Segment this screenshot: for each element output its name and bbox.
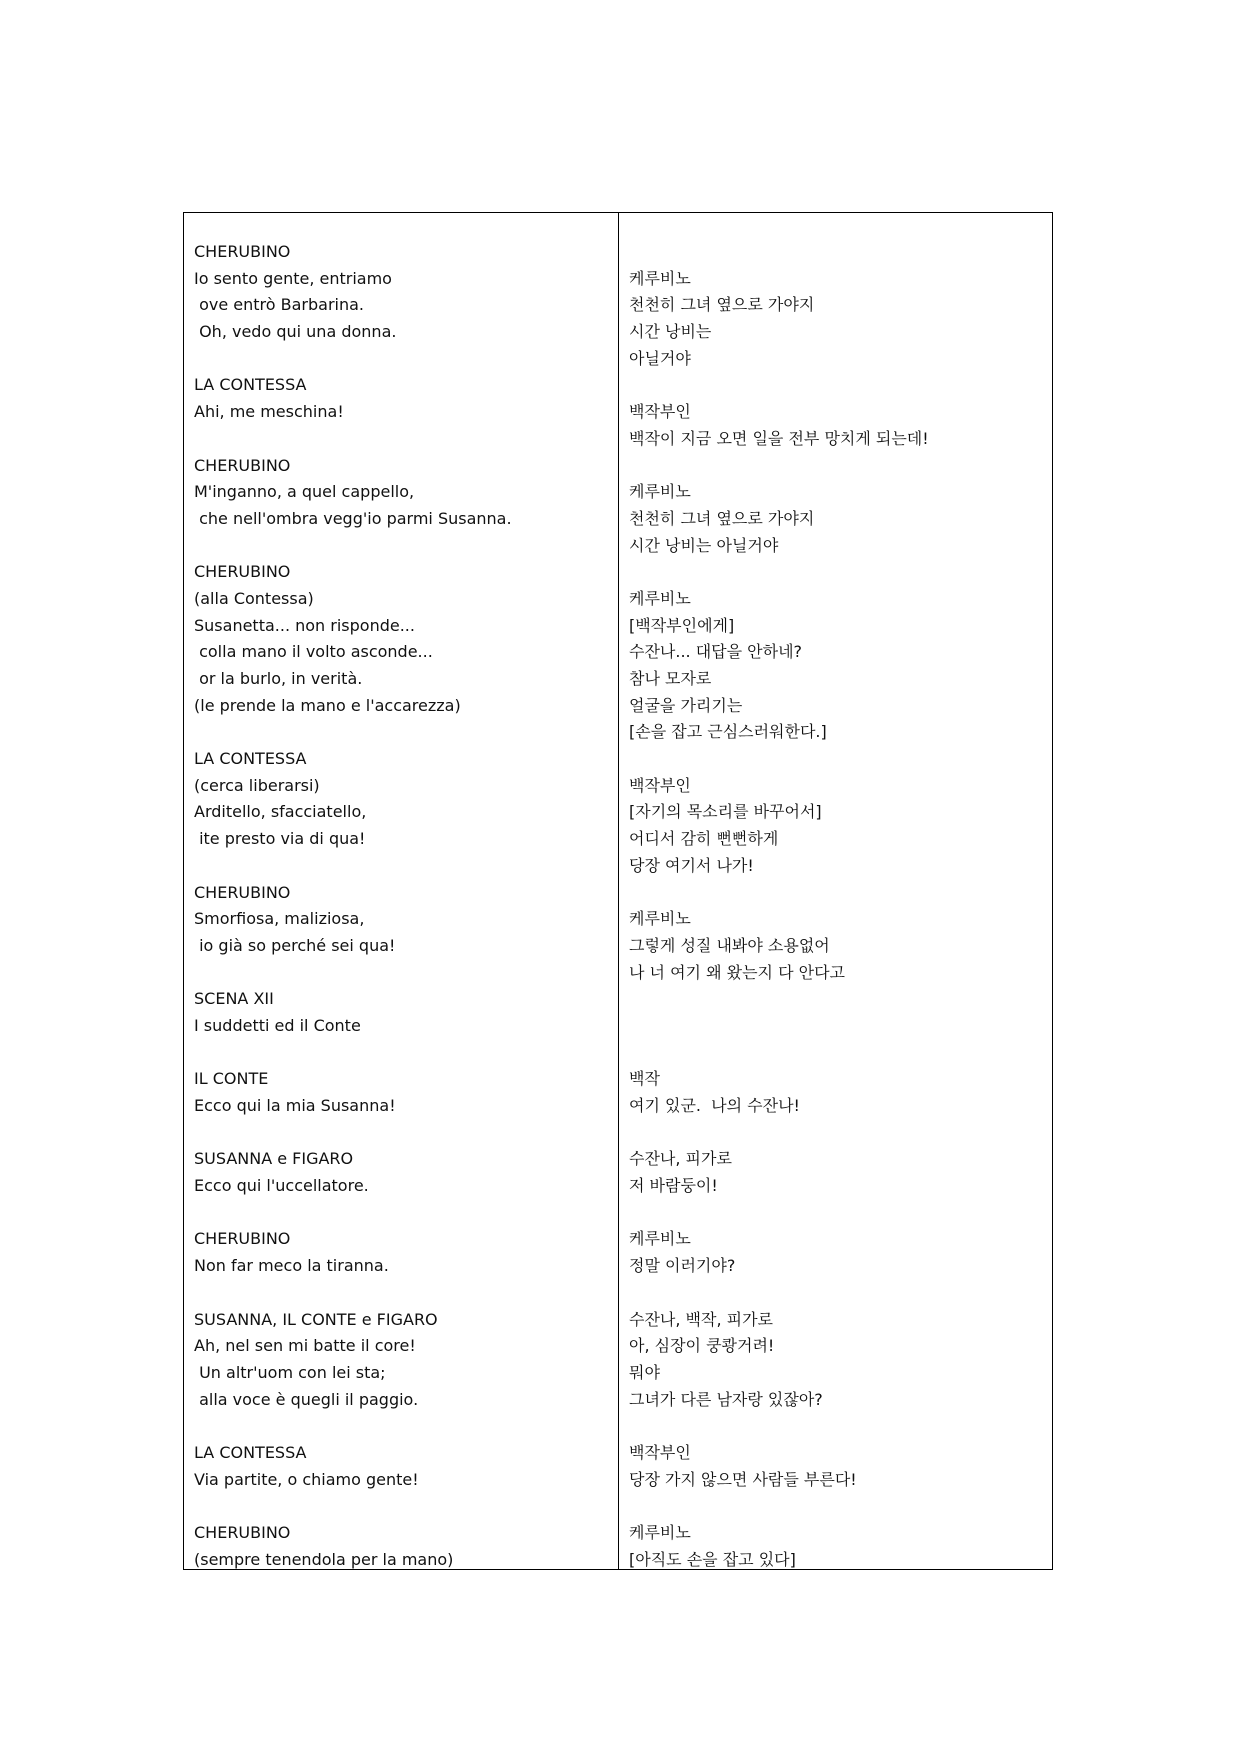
korean-role-name: 백작부인 xyxy=(629,775,691,795)
korean-text-line: [자기의 목소리를 바꾸어서] xyxy=(629,802,822,822)
italian-text-line: (cerca liberarsi) xyxy=(194,775,320,795)
italian-text-line: (sempre tenendola per la mano) xyxy=(194,1549,454,1569)
italian-text-column xyxy=(194,239,612,1573)
korean-text-line: [손을 잡고 근심스러워한다.] xyxy=(629,722,827,742)
korean-translation-column xyxy=(629,239,1047,1573)
italian-role-name: CHERUBINO xyxy=(194,882,291,902)
italian-text-line: ite presto via di qua! xyxy=(194,829,366,849)
korean-text-line: 수잔나... 대답을 안하네? xyxy=(629,642,803,662)
korean-text-line: 얼굴을 가리기는 xyxy=(629,695,743,715)
korean-text-line: 천천히 그녀 옆으로 가야지 xyxy=(629,508,815,528)
korean-text-line: 뭐야 xyxy=(629,1362,660,1382)
korean-blank-line xyxy=(629,1200,1047,1227)
italian-blank-line xyxy=(194,960,612,987)
korean-text-line: 그렇게 성질 내봐야 소용없어 xyxy=(629,935,830,955)
italian-role-name: CHERUBINO xyxy=(194,562,291,582)
italian-blank-line xyxy=(194,346,612,373)
italian-text-line: Susanetta... non risponde... xyxy=(194,615,415,635)
korean-text-line: 시간 낭비는 아닐거야 xyxy=(629,535,779,555)
italian-text-line: Ah, nel sen mi batte il core! xyxy=(194,1336,416,1356)
korean-role-name: 수잔나, 피가로 xyxy=(629,1149,732,1169)
italian-role-name: LA CONTESSA xyxy=(194,375,307,395)
korean-role-name: 케루비노 xyxy=(629,268,691,288)
korean-text-line: 아, 심장이 쿵쾅거려! xyxy=(629,1336,775,1356)
italian-blank-line xyxy=(194,1040,612,1067)
italian-text-line: (le prende la mano e l'accarezza) xyxy=(194,695,461,715)
korean-role-name: 백작부인 xyxy=(629,1442,691,1462)
korean-blank-line xyxy=(629,880,1047,907)
korean-role-name: 백작 xyxy=(629,1069,660,1089)
korean-role-name: 케루비노 xyxy=(629,1229,691,1249)
italian-text-line: Arditello, sfacciatello, xyxy=(194,802,367,822)
italian-role-name: CHERUBINO xyxy=(194,1229,291,1249)
korean-role-name: 케루비노 xyxy=(629,909,691,929)
korean-text-line: 여기 있군. 나의 수잔나! xyxy=(629,1096,800,1115)
korean-blank-line xyxy=(629,1493,1047,1520)
italian-blank-line xyxy=(194,1120,612,1147)
italian-blank-line xyxy=(194,426,612,453)
korean-blank-line xyxy=(629,239,1047,266)
italian-blank-line xyxy=(194,533,612,560)
korean-text-line: [아직도 손을 잡고 있다] xyxy=(629,1549,796,1569)
italian-role-name: SUSANNA e FIGARO xyxy=(194,1149,354,1169)
korean-text-line: 저 바람둥이! xyxy=(629,1176,718,1196)
italian-text-line: Ecco qui l'uccellatore. xyxy=(194,1176,369,1196)
italian-text-line: colla mano il volto asconde... xyxy=(194,642,433,662)
italian-text-line: M'inganno, a quel cappello, xyxy=(194,482,415,502)
italian-role-name: CHERUBINO xyxy=(194,242,291,261)
korean-text-line: 천천히 그녀 옆으로 가야지 xyxy=(629,295,815,315)
korean-text-line: 당장 가지 않으면 사람들 부른다! xyxy=(629,1469,857,1489)
korean-text-line: 아닐거야 xyxy=(629,348,691,368)
italian-blank-line xyxy=(194,1493,612,1520)
korean-role-name: 케루비노 xyxy=(629,588,691,608)
italian-role-name: CHERUBINO xyxy=(194,455,291,475)
korean-blank-line xyxy=(629,1280,1047,1307)
korean-blank-line xyxy=(629,1120,1047,1147)
column-divider xyxy=(618,213,619,1569)
italian-text-line: Smorfiosa, maliziosa, xyxy=(194,909,365,929)
italian-role-name: SUSANNA, IL CONTE e FIGARO xyxy=(194,1309,438,1329)
italian-blank-line xyxy=(194,1200,612,1227)
italian-text-line: I suddetti ed il Conte xyxy=(194,1015,361,1035)
korean-text-line: 당장 여기서 나가! xyxy=(629,855,754,875)
italian-blank-line xyxy=(194,853,612,880)
italian-text-line: alla voce è quegli il paggio. xyxy=(194,1389,419,1409)
italian-text-line: Ahi, me meschina! xyxy=(194,402,344,422)
korean-blank-line xyxy=(629,559,1047,586)
italian-text-line: ove entrò Barbarina. xyxy=(194,295,365,315)
korean-text-line: 정말 이러기야? xyxy=(629,1256,736,1276)
korean-blank-line xyxy=(629,1013,1047,1040)
korean-text-line: 백작이 지금 오면 일을 전부 망치게 되는데! xyxy=(629,428,929,448)
korean-text-line: 그녀가 다른 남자랑 있잖아? xyxy=(629,1389,823,1409)
italian-role-name: IL CONTE xyxy=(194,1069,269,1089)
italian-text-line: Io sento gente, entriamo xyxy=(194,268,392,288)
italian-role-name: LA CONTESSA xyxy=(194,1442,307,1462)
korean-role-name: 케루비노 xyxy=(629,482,691,502)
korean-text-line: 참나 모자로 xyxy=(629,669,712,688)
italian-blank-line xyxy=(194,719,612,746)
italian-text-line: Non far meco la tiranna. xyxy=(194,1256,389,1276)
korean-blank-line xyxy=(629,1413,1047,1440)
korean-blank-line xyxy=(629,746,1047,773)
korean-blank-line xyxy=(629,1040,1047,1067)
italian-text-line: Oh, vedo qui una donna. xyxy=(194,322,397,342)
korean-text-line: 시간 낭비는 xyxy=(629,322,712,342)
korean-blank-line xyxy=(629,986,1047,1013)
italian-blank-line xyxy=(194,1280,612,1307)
italian-text-line: (alla Contessa) xyxy=(194,588,314,608)
italian-text-line: io già so perché sei qua! xyxy=(194,935,396,955)
korean-blank-line xyxy=(629,453,1047,480)
korean-role-name: 케루비노 xyxy=(629,1523,691,1542)
italian-text-line: che nell'ombra vegg'io parmi Susanna. xyxy=(194,508,512,528)
korean-role-name: 백작부인 xyxy=(629,402,691,422)
korean-text-line: 나 너 여기 왜 왔는지 다 안다고 xyxy=(629,962,845,982)
korean-text-line: 어디서 감히 뻔뻔하게 xyxy=(629,829,779,849)
italian-role-name: CHERUBINO xyxy=(194,1523,291,1542)
libretto-table xyxy=(183,212,1053,1570)
italian-text-line: Un altr'uom con lei sta; xyxy=(194,1362,386,1382)
italian-role-name: SCENA XII xyxy=(194,989,274,1009)
italian-text-line: Via partite, o chiamo gente! xyxy=(194,1469,419,1489)
korean-role-name: 수잔나, 백작, 피가로 xyxy=(629,1309,773,1329)
korean-blank-line xyxy=(629,372,1047,399)
korean-text-line: [백작부인에게] xyxy=(629,615,735,635)
italian-role-name: LA CONTESSA xyxy=(194,749,307,769)
italian-text-line: or la burlo, in verità. xyxy=(194,669,363,688)
italian-blank-line xyxy=(194,1413,612,1440)
italian-text-line: Ecco qui la mia Susanna! xyxy=(194,1096,396,1115)
